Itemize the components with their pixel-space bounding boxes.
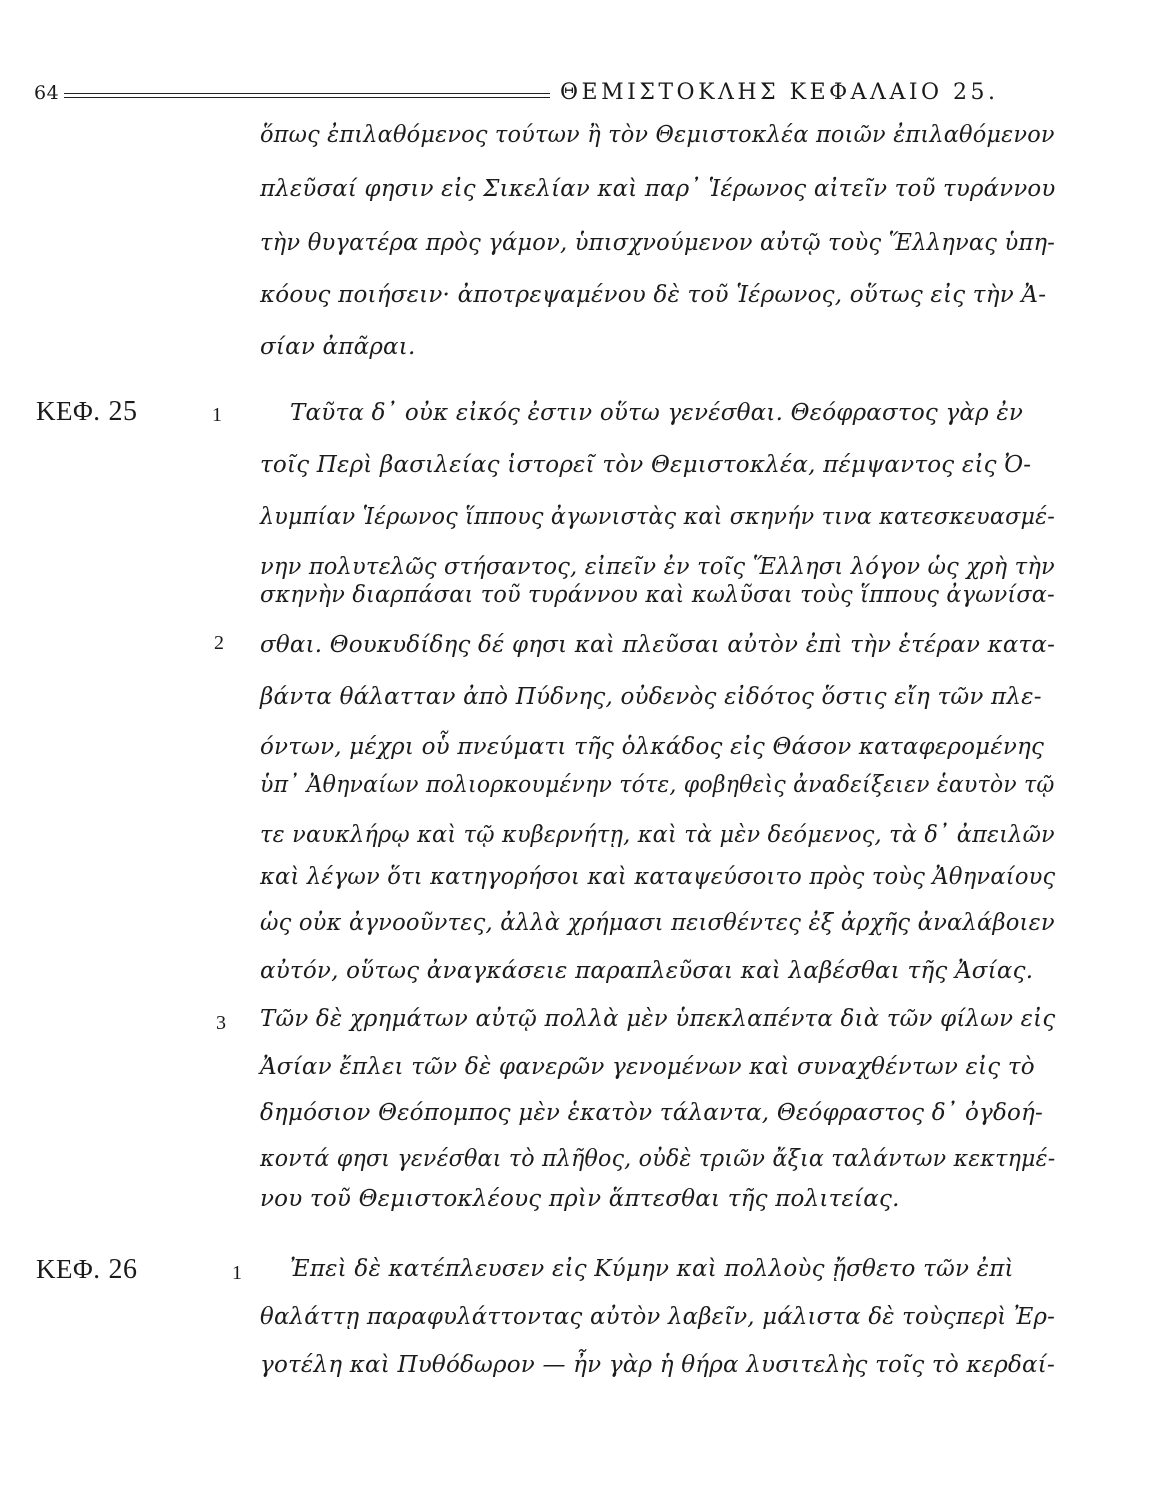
chapter-number: 25 [108, 396, 138, 427]
chapter-abbrev: ΚΕΦ. [36, 1254, 101, 1284]
text-line: σκηνὴν διαρπάσαι τοῦ τυράννου καὶ κωλῦσαι τοὺς ἵππους ἀγωνίσα- [260, 582, 1055, 608]
chapter-number: 26 [108, 1254, 138, 1285]
text-line: νην πολυτελῶς στήσαντος, εἰπεῖν ἐν τοῖς Ἕλλησι λόγον ὡς χρὴ τὴν [260, 554, 1055, 580]
text-line: νου τοῦ Θεμιστοκλέους πρὶν ἅπτεσθαι τῆς πολιτείας. [260, 1186, 900, 1212]
text-line: γοτέλη καὶ Πυθόδωρον — ἦν γὰρ ἡ θήρα λυσιτελὴς τοῖς τὸ κερδαί- [260, 1352, 1055, 1378]
text-line: βάντα θάλατταν ἀπὸ Πύδνης, οὐδενὸς εἰδότος ὅστις εἴη τῶν πλε- [260, 684, 1042, 710]
text-line: Ἐπεὶ δὲ κατέπλευσεν εἰς Κύμην καὶ πολλοὺς ᾔσθετο τῶν ἐπὶ [290, 1256, 1014, 1282]
text-line: Ταῦτα δ᾽ οὐκ εἰκός ἐστιν οὕτω γενέσθαι. Θεόφραστος γὰρ ἐν [290, 400, 1024, 426]
text-line: δημόσιον Θεόπομπος μὲν ἑκατὸν τάλαντα, Θεόφραστος δ᾽ ὀγδοή- [260, 1100, 1043, 1126]
text-line: ὅπως ἐπιλαθόμενος τούτων ἢ τὸν Θεμιστοκλέα ποιῶν ἐπιλαθόμενον [260, 122, 1055, 148]
text-line: κοντά φησι γενέσθαι τὸ πλῆθος, οὐδὲ τριῶν ἄξια ταλάντων κεκτημέ- [260, 1146, 1056, 1172]
text-line: τὴν θυγατέρα πρὸς γάμον, ὑπισχνούμενον αὐτῷ τοὺς Ἕλληνας ὑπη- [260, 230, 1056, 256]
text-line: θαλάττῃ παραφυλάττοντας αὐτὸν λαβεῖν, μάλιστα δὲ τοὺςπερὶ Ἐρ- [260, 1304, 1056, 1330]
text-line: Ἀσίαν ἔπλει τῶν δὲ φανερῶν γενομένων καὶ συναχθέντων εἰς τὸ [260, 1054, 1035, 1080]
text-line: κόους ποιήσειν· ἀποτρεψαμένου δὲ τοῦ Ἱέρωνος, οὕτως εἰς τὴν Ἀ- [260, 282, 1047, 308]
text-line: τε ναυκλήρῳ καὶ τῷ κυβερνήτῃ, καὶ τὰ μὲν δεόμενος, τὰ δ᾽ ἀπειλῶν [260, 822, 1055, 848]
text-line: Τῶν δὲ χρημάτων αὐτῷ πολλὰ μὲν ὑπεκλαπέντα διὰ τῶν φίλων εἰς [260, 1006, 1056, 1032]
text-line: τοῖς Περὶ βασιλείας ἱστορεῖ τὸν Θεμιστοκλέα, πέμψαντος εἰς Ὀ- [260, 452, 1032, 478]
page-number: 64 [34, 82, 60, 104]
section-number: 1 [212, 404, 222, 426]
text-line: αὐτόν, οὕτως ἀναγκάσειε παραπλεῦσαι καὶ λαβέσθαι τῆς Ἀσίας. [260, 958, 1034, 984]
text-line: πλεῦσαί φησιν εἰς Σικελίαν καὶ παρ᾽ Ἱέρωνος αἰτεῖν τοῦ τυράννου [260, 176, 1056, 202]
chapter-abbrev: ΚΕΦ. [36, 396, 101, 426]
section-number: 1 [232, 1262, 242, 1284]
text-line: σθαι. Θουκυδίδης δέ φησι καὶ πλεῦσαι αὐτὸν ἐπὶ τὴν ἑτέραν κατα- [260, 632, 1056, 658]
text-line: ὑπ᾽ Ἀθηναίων πολιορκουμένην τότε, φοβηθεὶς ἀναδείξειεν ἑαυτὸν τῷ [260, 772, 1055, 798]
section-number: 3 [216, 1012, 226, 1034]
section-number: 2 [214, 632, 224, 654]
text-line: καὶ λέγων ὅτι κατηγορήσοι καὶ καταψεύσοιτο πρὸς τοὺς Ἀθηναίους [260, 864, 1056, 890]
header-rule [64, 93, 550, 98]
text-line: σίαν ἀπᾶραι. [260, 334, 416, 360]
text-line: λυμπίαν Ἱέρωνος ἵππους ἀγωνιστὰς καὶ σκηνήν τινα κατεσκευασμέ- [260, 504, 1055, 530]
chapter-label-26 [36, 1254, 137, 1286]
chapter-label-25 [36, 396, 137, 428]
text-line: όντων, μέχρι οὗ πνεύματι τῆς ὁλκάδος εἰς Θάσον καταφερομένης [260, 734, 1045, 760]
running-title: ΘΕΜΙΣΤΟΚΛΗΣ ΚΕΦΑΛΑΙΟ 25. [560, 80, 999, 105]
text-line: ὡς οὐκ ἀγνοοῦντες, ἀλλὰ χρήμασι πεισθέντες ἐξ ἀρχῆς ἀναλάβοιεν [260, 910, 1055, 936]
